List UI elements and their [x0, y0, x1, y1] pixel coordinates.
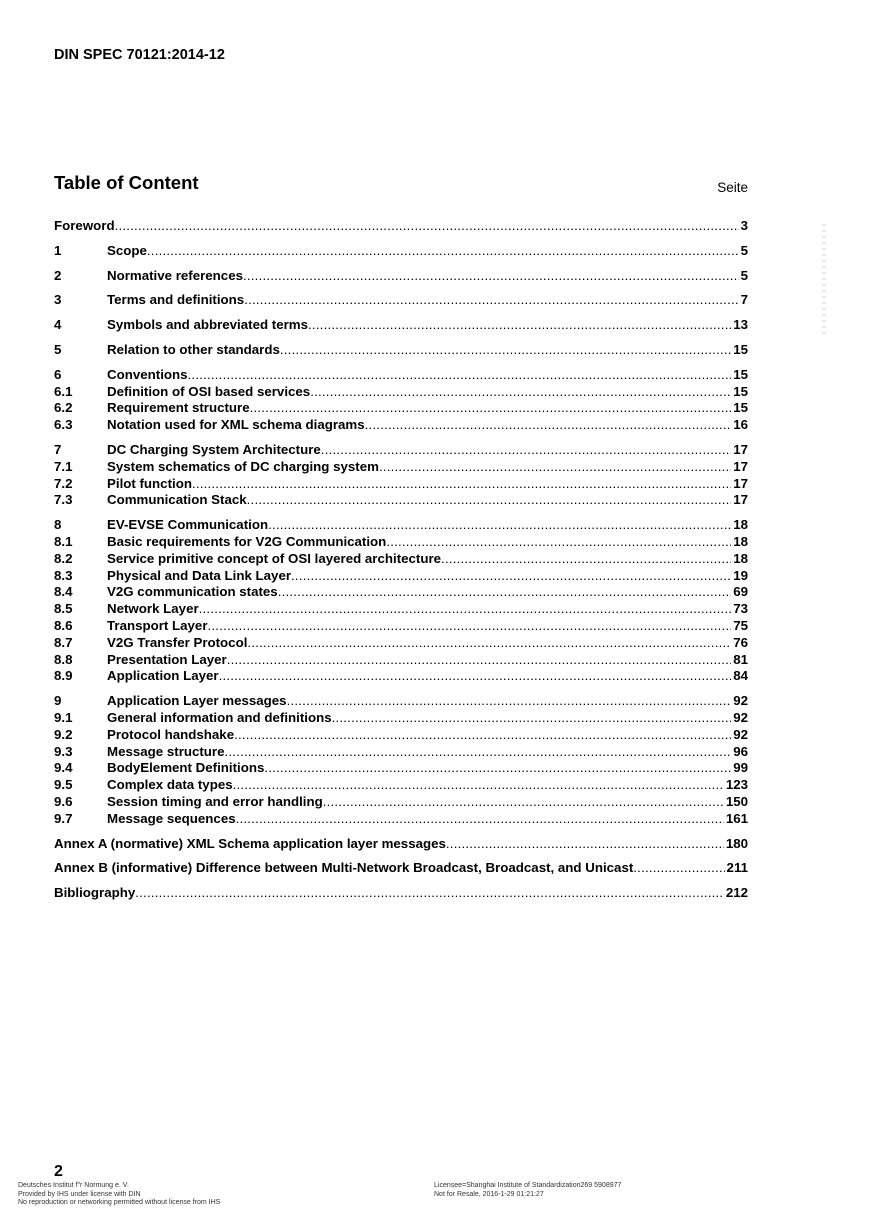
toc-entry-page: 17	[733, 458, 748, 474]
toc-entry-page: 18	[733, 517, 748, 533]
dot-leader	[199, 601, 732, 618]
document-header: DIN SPEC 70121:2014-12	[54, 47, 225, 63]
footer-line: Not for Resale, 2016-1-29 01:21:27	[434, 1190, 544, 1198]
toc-group	[54, 860, 748, 877]
footer-line: Deutsches Institut f"r Normung e. V.	[18, 1182, 129, 1189]
toc-entry-page: 5	[740, 267, 748, 283]
side-watermark	[822, 224, 826, 334]
toc-title: Table of Content	[54, 172, 199, 193]
footer-line: Provided by IHS under license with DIN	[18, 1190, 141, 1198]
footer-line: No reproduction or networking permitted without license from IHS	[18, 1199, 221, 1207]
toc-entry-number: 9.4	[54, 760, 73, 776]
dot-leader	[244, 292, 738, 309]
toc-entry-number: 6.1	[54, 383, 73, 399]
toc-entry[interactable]	[54, 367, 748, 384]
dot-leader	[291, 568, 731, 585]
toc-entry[interactable]	[54, 517, 748, 534]
toc-entry-number: 7.3	[54, 492, 73, 508]
dot-leader	[188, 367, 732, 384]
toc-entry[interactable]	[54, 584, 748, 601]
dot-leader	[247, 635, 731, 652]
toc-entry[interactable]	[54, 459, 748, 476]
toc-group	[54, 292, 748, 309]
toc-entry[interactable]	[54, 811, 748, 828]
toc-entry-label: System schematics of DC charging system	[107, 458, 379, 474]
toc-entry-label: Bibliography	[54, 885, 136, 901]
dot-leader	[268, 517, 731, 534]
toc-entry[interactable]	[54, 635, 748, 652]
toc-entry-number: 9.5	[54, 777, 73, 793]
toc-entry-page: 92	[733, 726, 748, 742]
dot-leader	[365, 417, 732, 434]
toc-group	[54, 693, 748, 827]
toc-entry[interactable]	[54, 777, 748, 794]
dot-leader	[287, 693, 732, 710]
dot-leader	[147, 243, 739, 260]
toc-entry-number: 8	[54, 517, 62, 533]
toc-entry-label: V2G Transfer Protocol	[107, 634, 248, 650]
toc-entry-number: 4	[54, 317, 62, 333]
toc-entry-page: 16	[733, 417, 748, 433]
dot-leader	[225, 744, 732, 761]
toc-entry-number: 9.7	[54, 810, 73, 826]
toc-entry-page: 92	[733, 709, 748, 725]
toc-entry-page: 212	[725, 885, 748, 901]
page-number: 2	[54, 1163, 63, 1180]
toc-entry-page: 15	[733, 366, 748, 382]
toc-entry-label: DC Charging System Architecture	[107, 441, 321, 457]
toc-entry-label: Complex data types	[107, 777, 233, 793]
toc-entry-number: 7.1	[54, 458, 73, 474]
toc-entry-label: Application Layer messages	[107, 693, 287, 709]
dot-leader	[115, 218, 739, 235]
toc-entry-label: Pilot function	[107, 475, 192, 491]
toc-entry-number: 3	[54, 292, 62, 308]
dot-leader	[633, 860, 724, 877]
toc-entry-label: Basic requirements for V2G Communication	[107, 533, 387, 549]
toc-entry-number: 9.6	[54, 793, 73, 809]
toc-entry-page: 161	[725, 810, 748, 826]
toc-group	[54, 442, 748, 509]
toc-group	[54, 243, 748, 260]
toc-entry-page: 15	[733, 383, 748, 399]
toc-entry-page: 123	[725, 777, 748, 793]
toc-entry-number: 8.4	[54, 584, 73, 600]
toc-entry-label: Scope	[107, 242, 147, 258]
toc-entry[interactable]	[54, 693, 748, 710]
toc-entry-page: 17	[733, 441, 748, 457]
toc-entry-number: 9.3	[54, 743, 73, 759]
toc-entry-label: EV-EVSE Communication	[107, 517, 269, 533]
toc-entry-page: 73	[733, 601, 748, 617]
toc-entry[interactable]	[54, 492, 748, 509]
toc-entry[interactable]	[54, 568, 748, 585]
toc-entry-label: Requirement structure	[107, 400, 250, 416]
toc-entry[interactable]	[54, 476, 748, 493]
toc-entry[interactable]	[54, 760, 748, 777]
toc-entry-number: 7	[54, 441, 62, 457]
dot-leader	[250, 400, 732, 417]
toc-entry-number: 8.3	[54, 567, 73, 583]
toc-entry-label: Terms and definitions	[107, 292, 245, 308]
dot-leader	[379, 459, 731, 476]
toc-entry-label: Communication Stack	[107, 492, 247, 508]
dot-leader	[135, 885, 724, 902]
toc-entry[interactable]	[54, 860, 748, 877]
toc-entry-page: 92	[733, 693, 748, 709]
toc-entry[interactable]	[54, 384, 748, 401]
toc-entry[interactable]	[54, 727, 748, 744]
toc-entry-page: 17	[733, 492, 748, 508]
toc-entry-number: 8.6	[54, 617, 73, 633]
toc-entry[interactable]	[54, 442, 748, 459]
toc-entry-number: 5	[54, 341, 62, 357]
toc-entry-label: Message structure	[107, 743, 225, 759]
dot-leader	[332, 710, 732, 727]
toc-entry-number: 2	[54, 267, 62, 283]
toc-entry-label: Annex B (informative) Difference between Multi-Network Broadcast, Broadcast, and Unicast	[54, 860, 634, 876]
dot-leader	[323, 794, 724, 811]
dot-leader	[264, 760, 731, 777]
dot-leader	[208, 618, 732, 635]
toc-group	[54, 836, 748, 853]
toc-entry[interactable]	[54, 400, 748, 417]
toc-entry-number: 9	[54, 693, 62, 709]
dot-leader	[386, 534, 731, 551]
toc-entry[interactable]	[54, 794, 748, 811]
toc-entry[interactable]	[54, 744, 748, 761]
toc-entry-number: 1	[54, 242, 62, 258]
toc-entry-label: Physical and Data Link Layer	[107, 567, 292, 583]
footer-license-right	[434, 1182, 621, 1199]
toc-entry[interactable]	[54, 317, 748, 334]
footer-license-left	[18, 1182, 220, 1208]
dot-leader	[243, 268, 739, 285]
toc-entry-page: 18	[733, 533, 748, 549]
dot-leader	[446, 836, 724, 853]
dot-leader	[308, 317, 731, 334]
toc-entry-number: 8.8	[54, 651, 73, 667]
toc-group	[54, 885, 748, 902]
dot-leader	[280, 342, 731, 359]
toc-entry-label: Application Layer	[107, 668, 219, 684]
toc-entry-page: 69	[733, 584, 748, 600]
dot-leader	[247, 492, 732, 509]
toc-entry-page: 81	[733, 651, 748, 667]
toc-entry-label: Service primitive concept of OSI layered architecture	[107, 550, 442, 566]
toc-entry-number: 8.5	[54, 601, 73, 617]
toc-entry-page: 17	[733, 475, 748, 491]
toc-group	[54, 342, 748, 359]
toc-entry-label: Symbols and abbreviated terms	[107, 317, 308, 333]
toc-entry[interactable]	[54, 601, 748, 618]
toc-entry-number: 8.9	[54, 668, 73, 684]
toc-entry-number: 9.2	[54, 726, 73, 742]
toc-entry-number: 7.2	[54, 475, 73, 491]
dot-leader	[192, 476, 731, 493]
dot-leader	[236, 811, 724, 828]
toc-entry-page: 18	[733, 550, 748, 566]
dot-leader	[233, 777, 724, 794]
toc-entry-page: 13	[733, 317, 748, 333]
toc-entry-number: 8.7	[54, 634, 73, 650]
toc-entry[interactable]	[54, 652, 748, 669]
toc-group	[54, 367, 748, 434]
footer-line: Licensee=Shanghai Institute of Standardization269 5908977	[434, 1182, 622, 1189]
toc-entry-label: Annex A (normative) XML Schema application layer messages	[54, 835, 446, 851]
dot-leader	[321, 442, 731, 459]
toc-entry-page: 15	[733, 341, 748, 357]
toc-entry[interactable]	[54, 243, 748, 260]
toc-entry-page: 96	[733, 743, 748, 759]
toc-group	[54, 317, 748, 334]
toc-entry[interactable]	[54, 218, 748, 235]
toc-entry-label: Message sequences	[107, 810, 236, 826]
toc-entry[interactable]	[54, 534, 748, 551]
toc-group	[54, 268, 748, 285]
table-of-contents	[54, 218, 748, 910]
dot-leader	[219, 668, 732, 685]
toc-entry[interactable]	[54, 551, 748, 568]
toc-entry[interactable]	[54, 292, 748, 309]
toc-entry-label: Network Layer	[107, 601, 199, 617]
page-column-label: Seite	[717, 180, 748, 195]
toc-entry[interactable]	[54, 342, 748, 359]
toc-entry[interactable]	[54, 668, 748, 685]
toc-entry-label: BodyElement Definitions	[107, 760, 265, 776]
toc-entry-page: 75	[733, 617, 748, 633]
toc-group	[54, 218, 748, 235]
toc-entry-label: Foreword	[54, 218, 115, 233]
toc-group	[54, 517, 748, 685]
dot-leader	[234, 727, 731, 744]
toc-entry[interactable]	[54, 417, 748, 434]
toc-entry-page: 15	[733, 400, 748, 416]
dot-leader	[310, 384, 731, 401]
dot-leader	[278, 584, 732, 601]
toc-entry-page: 180	[725, 835, 748, 851]
toc-entry[interactable]	[54, 836, 748, 853]
toc-entry-label: Definition of OSI based services	[107, 383, 311, 399]
toc-entry-page: 7	[740, 292, 748, 308]
toc-entry-label: Notation used for XML schema diagrams	[107, 417, 365, 433]
toc-entry-label: Normative references	[107, 267, 243, 283]
toc-entry[interactable]	[54, 268, 748, 285]
toc-entry-label: V2G communication states	[107, 584, 278, 600]
toc-entry[interactable]	[54, 885, 748, 902]
toc-entry-page: 19	[733, 567, 748, 583]
dot-leader	[227, 652, 731, 669]
toc-entry-page: 150	[725, 793, 748, 809]
toc-entry-page: 211	[726, 860, 748, 876]
toc-entry-label: Conventions	[107, 366, 188, 382]
toc-entry-number: 6	[54, 366, 62, 382]
toc-entry-label: Transport Layer	[107, 617, 208, 633]
dot-leader	[441, 551, 731, 568]
toc-entry[interactable]	[54, 618, 748, 635]
toc-entry[interactable]	[54, 710, 748, 727]
toc-entry-page: 3	[740, 218, 748, 233]
toc-entry-number: 6.2	[54, 400, 73, 416]
toc-entry-number: 6.3	[54, 417, 73, 433]
toc-entry-number: 8.1	[54, 533, 73, 549]
toc-entry-number: 9.1	[54, 709, 73, 725]
toc-entry-label: Relation to other standards	[107, 341, 280, 357]
toc-entry-page: 99	[733, 760, 748, 776]
toc-entry-label: Session timing and error handling	[107, 793, 323, 809]
toc-entry-label: General information and definitions	[107, 709, 332, 725]
toc-entry-number: 8.2	[54, 550, 73, 566]
toc-entry-label: Presentation Layer	[107, 651, 227, 667]
toc-entry-page: 76	[733, 634, 748, 650]
toc-entry-label: Protocol handshake	[107, 726, 235, 742]
toc-entry-page: 84	[733, 668, 748, 684]
toc-entry-page: 5	[740, 242, 748, 258]
